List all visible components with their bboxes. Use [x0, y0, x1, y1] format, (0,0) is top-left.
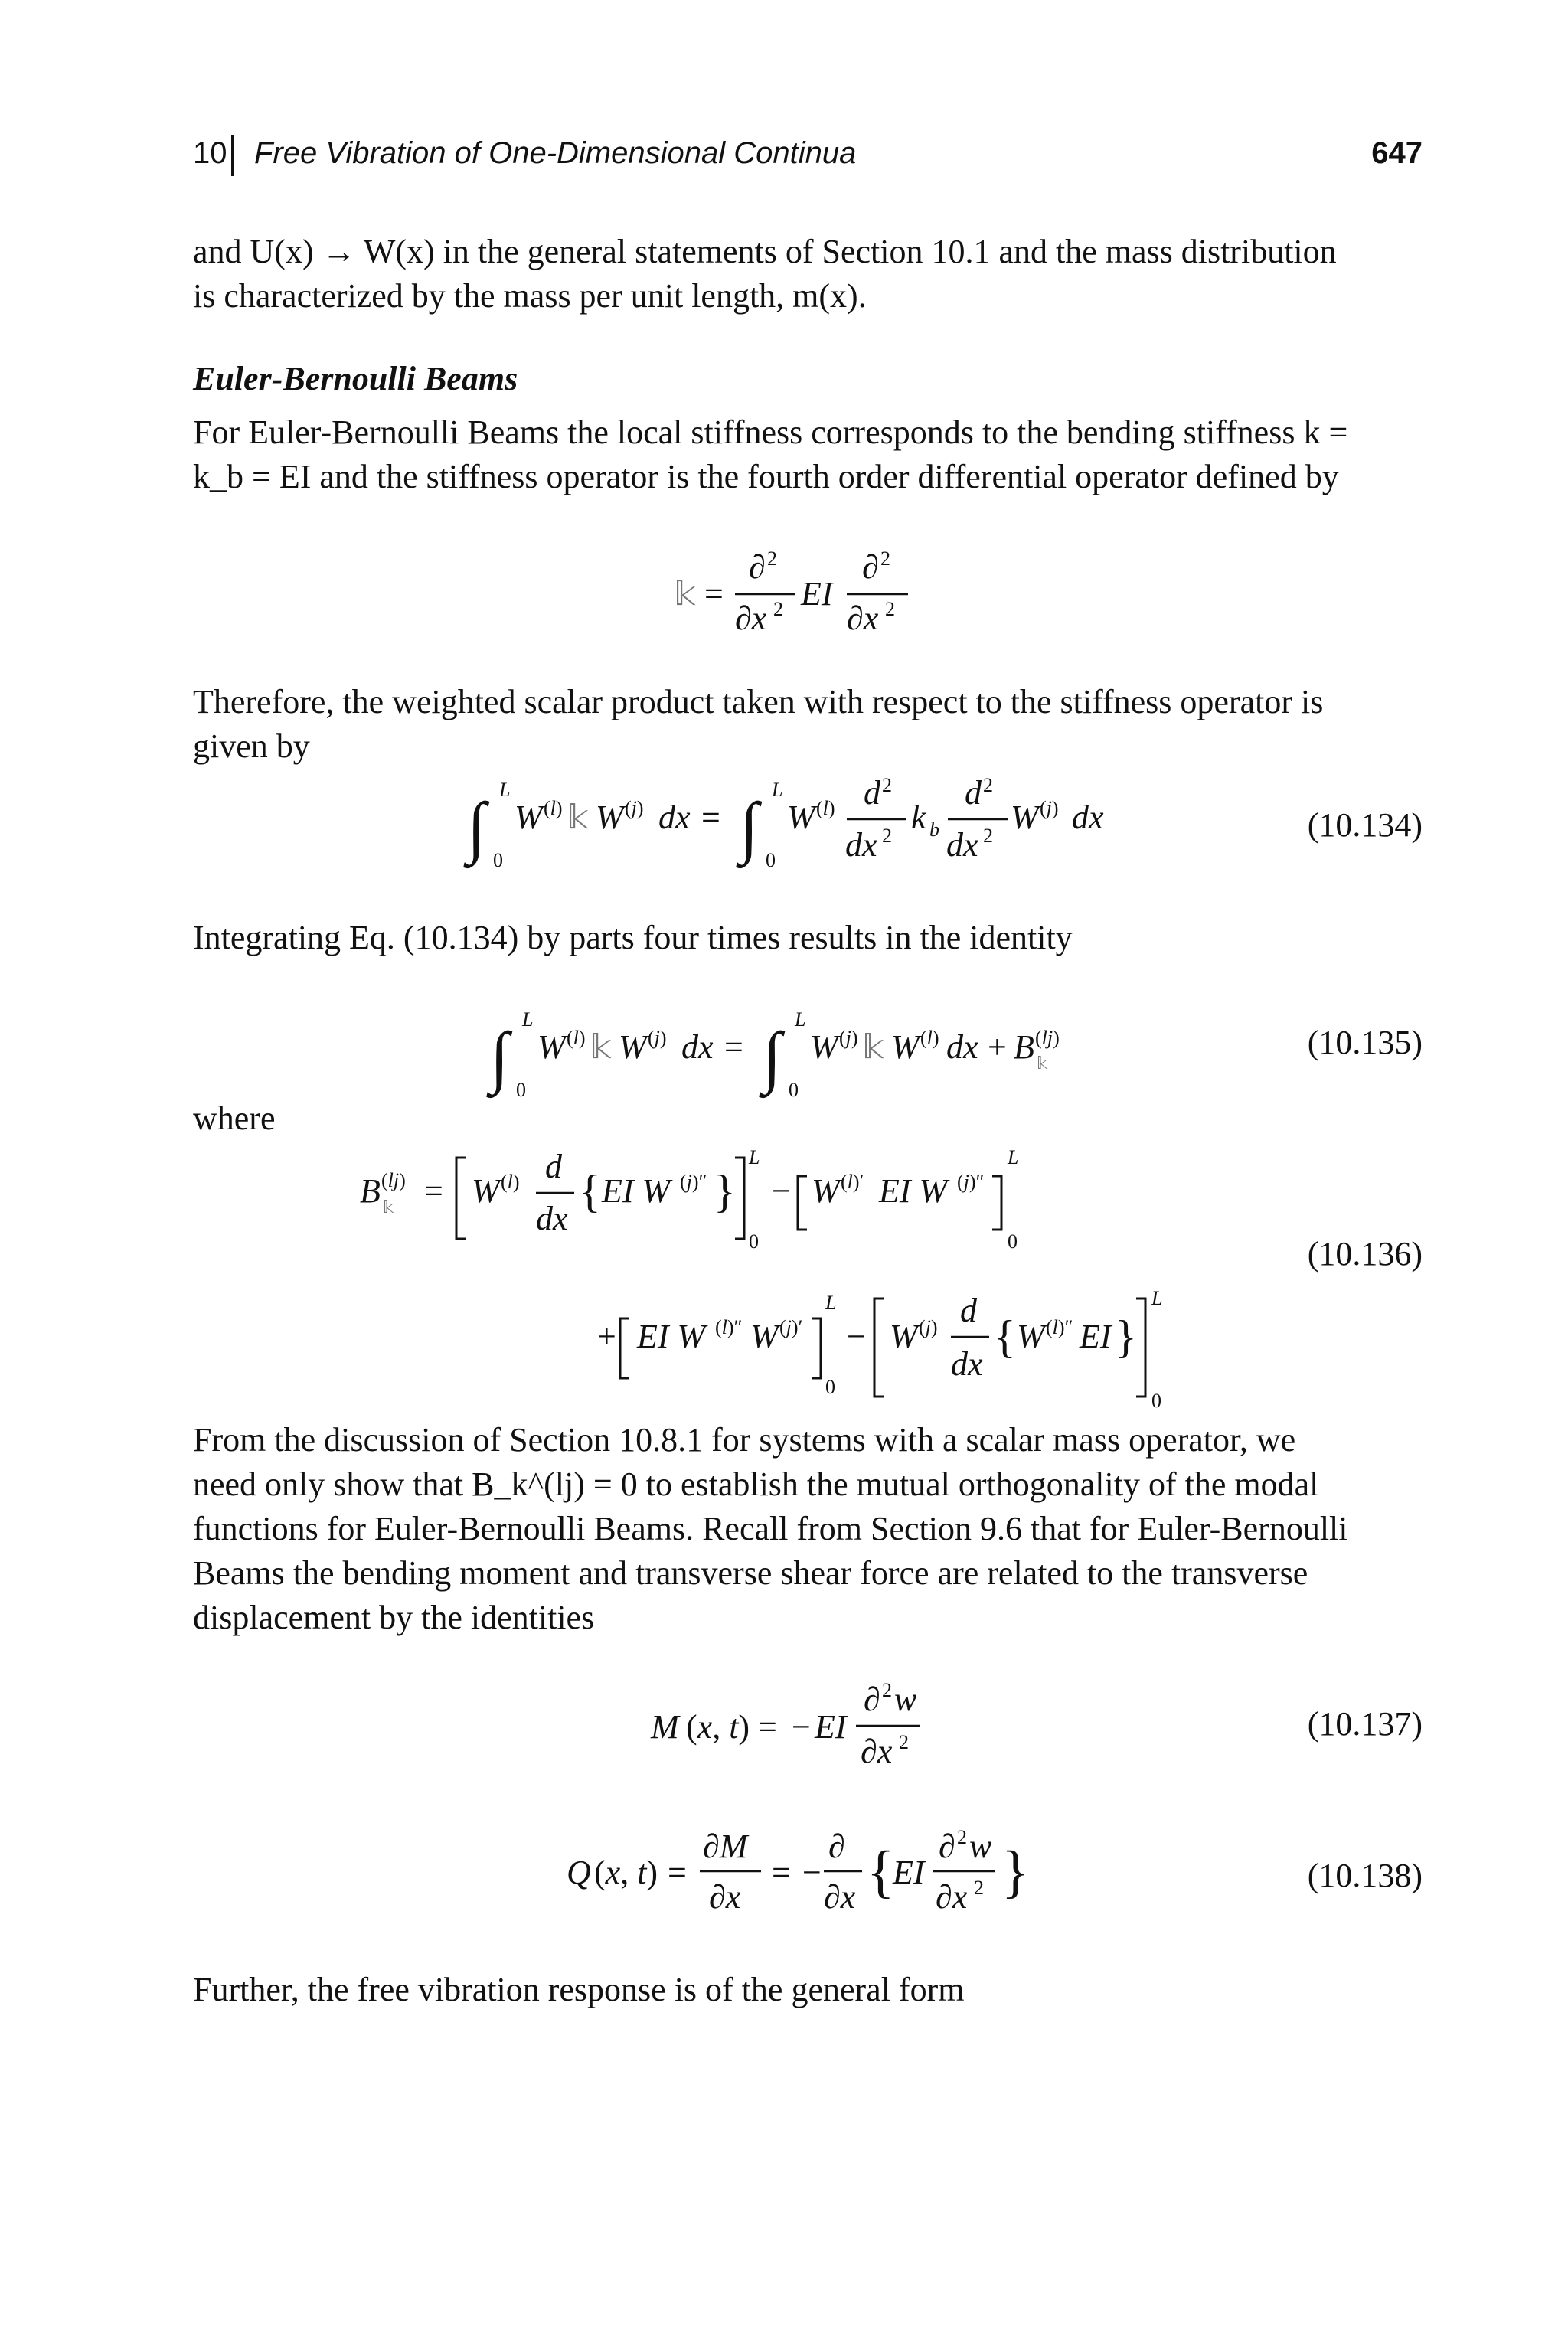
- svg-text:2: 2: [882, 1679, 892, 1701]
- svg-text:(j)″: (j)″: [680, 1171, 707, 1193]
- svg-text:−: −: [802, 1854, 822, 1891]
- svg-text:0: 0: [766, 849, 776, 871]
- paragraph-mass-distribution: [193, 230, 1423, 319]
- svg-text:0: 0: [825, 1376, 835, 1398]
- svg-text:W: W: [890, 1318, 918, 1355]
- svg-text:L: L: [499, 779, 511, 801]
- svg-text:w: w: [969, 1828, 992, 1865]
- svg-text:EI: EI: [893, 1854, 925, 1891]
- svg-text:(l)″: (l)″: [1046, 1316, 1073, 1338]
- where-label: where: [193, 1099, 276, 1137]
- svg-text:∂x: ∂x: [709, 1878, 741, 1916]
- header-divider: [231, 135, 234, 176]
- equation-number-10-136: (10.136): [1307, 1235, 1423, 1273]
- svg-text:=: =: [701, 799, 720, 836]
- svg-text:(j)″: (j)″: [957, 1171, 985, 1193]
- svg-text:W: W: [891, 1028, 920, 1066]
- svg-text:=: =: [758, 1708, 777, 1746]
- svg-text:dx: dx: [1072, 799, 1104, 836]
- svg-text:∂: ∂: [864, 1681, 880, 1718]
- svg-text:2: 2: [957, 1826, 967, 1848]
- svg-text:d: d: [960, 1292, 977, 1329]
- svg-text:dx: dx: [951, 1345, 983, 1383]
- svg-text:W: W: [812, 1172, 840, 1210]
- svg-text:(j): (j): [1040, 797, 1059, 819]
- svg-text:(j): (j): [919, 1316, 938, 1338]
- svg-text:(l): (l): [544, 797, 563, 819]
- svg-text:(j): (j): [625, 797, 644, 819]
- p5-line5: displacement by the identities: [193, 1599, 595, 1636]
- svg-text:B: B: [1014, 1028, 1034, 1066]
- svg-text:W: W: [596, 799, 624, 836]
- svg-text:dx: dx: [681, 1028, 714, 1066]
- svg-text:𝕜: 𝕜: [862, 1028, 884, 1067]
- equation-stiffness-operator: [658, 536, 934, 651]
- svg-text:d: d: [864, 774, 880, 812]
- p1-line2: is characterized by the mass per unit length, m(x).: [193, 277, 867, 315]
- svg-text:W: W: [537, 1028, 566, 1066]
- equation-10-138: [559, 1815, 1049, 1937]
- svg-text:B: B: [360, 1172, 381, 1210]
- svg-text:2: 2: [885, 598, 895, 620]
- svg-text:(l): (l): [816, 797, 835, 819]
- svg-text:Q: Q: [567, 1854, 591, 1891]
- svg-text:∂: ∂: [828, 1828, 845, 1865]
- svg-text:𝕜: 𝕜: [567, 798, 589, 837]
- equation-10-137: [643, 1669, 965, 1784]
- chapter-number: 10: [193, 136, 227, 170]
- svg-text:(x, t): (x, t): [594, 1854, 658, 1891]
- svg-text:{: {: [579, 1166, 601, 1217]
- svg-text:EI W: EI W: [637, 1318, 706, 1355]
- svg-text:L: L: [772, 779, 783, 801]
- svg-text:2: 2: [899, 1731, 909, 1753]
- svg-text:d: d: [545, 1148, 562, 1185]
- svg-text:(l): (l): [567, 1027, 586, 1049]
- svg-text:}: }: [714, 1166, 736, 1217]
- svg-text:EI: EI: [1080, 1318, 1112, 1355]
- p5-line3: functions for Euler-Bernoulli Beams. Recall from Section 9.6 that for Euler-Bernoulli: [193, 1510, 1348, 1547]
- svg-text:+: +: [597, 1318, 616, 1355]
- svg-text:−: −: [847, 1318, 866, 1355]
- svg-text:∂: ∂: [862, 548, 879, 586]
- svg-text:w: w: [894, 1681, 917, 1718]
- svg-text:2: 2: [983, 825, 993, 847]
- svg-text:EI: EI: [815, 1708, 847, 1746]
- paragraph-stiffness: [193, 410, 1423, 499]
- svg-text:W: W: [1017, 1318, 1045, 1355]
- equation-number-10-138: (10.138): [1307, 1857, 1423, 1894]
- svg-text:dx: dx: [536, 1200, 568, 1237]
- svg-text:2: 2: [880, 547, 890, 570]
- equation-10-135: [482, 995, 1095, 1110]
- paragraph-orthogonality: [193, 1418, 1423, 1640]
- running-header: [193, 136, 1423, 179]
- svg-text:𝕜: 𝕜: [674, 574, 696, 613]
- svg-text:L: L: [1152, 1287, 1163, 1309]
- svg-text:L: L: [749, 1146, 760, 1168]
- svg-text:W: W: [619, 1028, 647, 1066]
- svg-text:L: L: [1008, 1146, 1019, 1168]
- svg-text:0: 0: [516, 1079, 526, 1101]
- svg-text:{: {: [994, 1312, 1016, 1362]
- equation-10-136-line1: [352, 1141, 1118, 1263]
- svg-text:𝕜: 𝕜: [383, 1198, 394, 1217]
- svg-text:0: 0: [749, 1230, 759, 1253]
- svg-text:∂: ∂: [749, 548, 766, 586]
- svg-text:∂: ∂: [939, 1828, 956, 1865]
- svg-text:𝕜: 𝕜: [590, 1028, 612, 1067]
- page-number: 647: [1371, 136, 1423, 170]
- svg-text:∂x: ∂x: [861, 1733, 893, 1770]
- svg-text:−: −: [772, 1172, 791, 1210]
- svg-text:}: }: [1115, 1312, 1137, 1362]
- paragraph-free-vibration: Further, the free vibration response is of the general form: [193, 1971, 965, 2008]
- svg-text:2: 2: [767, 547, 777, 570]
- svg-text:2: 2: [974, 1877, 984, 1899]
- svg-text:=: =: [772, 1854, 791, 1891]
- p2-line2: k_b = EI and the stiffness operator is the fourth order differential operator defined by: [193, 458, 1339, 495]
- svg-text:−: −: [792, 1708, 811, 1746]
- svg-text:dx: dx: [946, 1028, 978, 1066]
- svg-text:+: +: [988, 1028, 1007, 1066]
- svg-text:EI: EI: [801, 575, 833, 613]
- svg-text:2: 2: [983, 774, 993, 796]
- svg-text:(lj): (lj): [381, 1169, 406, 1191]
- svg-text:(l): (l): [501, 1171, 520, 1193]
- svg-text:0: 0: [1008, 1230, 1018, 1253]
- p2-line1: For Euler-Bernoulli Beams the local stiffness corresponds to the bending stiffness k =: [193, 413, 1348, 451]
- paragraph-integrating: Integrating Eq. (10.134) by parts four times results in the identity: [193, 919, 1073, 956]
- svg-text:W: W: [787, 799, 815, 836]
- p3-line2: given by: [193, 727, 310, 765]
- svg-text:∫: ∫: [490, 1019, 509, 1095]
- svg-text:∫: ∫: [740, 789, 759, 865]
- equation-number-10-135: (10.135): [1307, 1024, 1423, 1061]
- svg-text:}: }: [1001, 1840, 1030, 1904]
- svg-text:(l): (l): [920, 1027, 939, 1049]
- svg-text:=: =: [424, 1172, 443, 1210]
- svg-text:k: k: [911, 799, 926, 836]
- svg-text:=: =: [724, 1028, 743, 1066]
- svg-text:dx: dx: [946, 826, 978, 864]
- svg-text:∂x: ∂x: [936, 1878, 968, 1916]
- svg-text:(l)′: (l)′: [841, 1171, 864, 1193]
- svg-text:(l)″: (l)″: [715, 1316, 743, 1338]
- svg-text:(j)′: (j)′: [779, 1316, 803, 1338]
- p5-line4: Beams the bending moment and transverse shear force are related to the transverse: [193, 1554, 1308, 1592]
- chapter-title: Free Vibration of One-Dimensional Continua: [254, 136, 857, 170]
- equation-number-10-137: (10.137): [1307, 1705, 1423, 1743]
- svg-text:dx: dx: [658, 799, 691, 836]
- svg-text:∫: ∫: [467, 789, 486, 865]
- svg-text:L: L: [522, 1008, 534, 1031]
- p5-line2: need only show that B_k^(lj) = 0 to establish the mutual orthogonality of the modal: [193, 1465, 1319, 1503]
- equation-10-134: [459, 766, 1148, 880]
- svg-text:dx: dx: [845, 826, 877, 864]
- svg-text:(j): (j): [648, 1027, 667, 1049]
- svg-text:W: W: [1011, 799, 1039, 836]
- svg-text:EI W: EI W: [602, 1172, 671, 1210]
- svg-text:0: 0: [789, 1079, 799, 1101]
- svg-text:(j): (j): [839, 1027, 858, 1049]
- p5-line1: From the discussion of Section 10.8.1 for systems with a scalar mass operator, we: [193, 1421, 1296, 1459]
- svg-text:=: =: [704, 575, 724, 613]
- equation-10-136-line2: [590, 1283, 1279, 1413]
- svg-text:W: W: [514, 799, 543, 836]
- svg-text:L: L: [795, 1008, 806, 1031]
- equation-number-10-134: (10.134): [1307, 806, 1423, 844]
- svg-text:𝕜: 𝕜: [1037, 1054, 1048, 1073]
- svg-text:d: d: [965, 774, 982, 812]
- paragraph-weighted-product: [193, 680, 1423, 769]
- p3-line1: Therefore, the weighted scalar product taken with respect to the stiffness operator is: [193, 683, 1324, 720]
- svg-text:0: 0: [1152, 1390, 1161, 1412]
- svg-text:=: =: [668, 1854, 687, 1891]
- svg-text:{: {: [867, 1840, 895, 1904]
- svg-text:(x, t): (x, t): [686, 1708, 750, 1746]
- svg-text:(lj): (lj): [1035, 1027, 1060, 1049]
- svg-text:∂x: ∂x: [735, 600, 767, 637]
- svg-text:W: W: [810, 1028, 838, 1066]
- svg-text:EI W: EI W: [879, 1172, 948, 1210]
- svg-text:L: L: [825, 1292, 837, 1314]
- svg-text:∂x: ∂x: [847, 600, 879, 637]
- svg-text:2: 2: [882, 774, 892, 796]
- svg-text:0: 0: [493, 849, 503, 871]
- svg-text:b: b: [929, 818, 939, 841]
- svg-text:2: 2: [882, 825, 892, 847]
- svg-text:M: M: [651, 1708, 679, 1746]
- svg-text:W: W: [750, 1318, 779, 1355]
- svg-text:W: W: [472, 1172, 500, 1210]
- svg-text:∫: ∫: [763, 1019, 782, 1095]
- section-heading: Euler-Bernoulli Beams: [193, 360, 518, 397]
- p1-line1: and U(x) → W(x) in the general statements of Section 10.1 and the mass distribution: [193, 233, 1337, 270]
- svg-text:2: 2: [773, 598, 783, 620]
- svg-text:∂x: ∂x: [824, 1878, 856, 1916]
- svg-text:∂M: ∂M: [703, 1828, 748, 1865]
